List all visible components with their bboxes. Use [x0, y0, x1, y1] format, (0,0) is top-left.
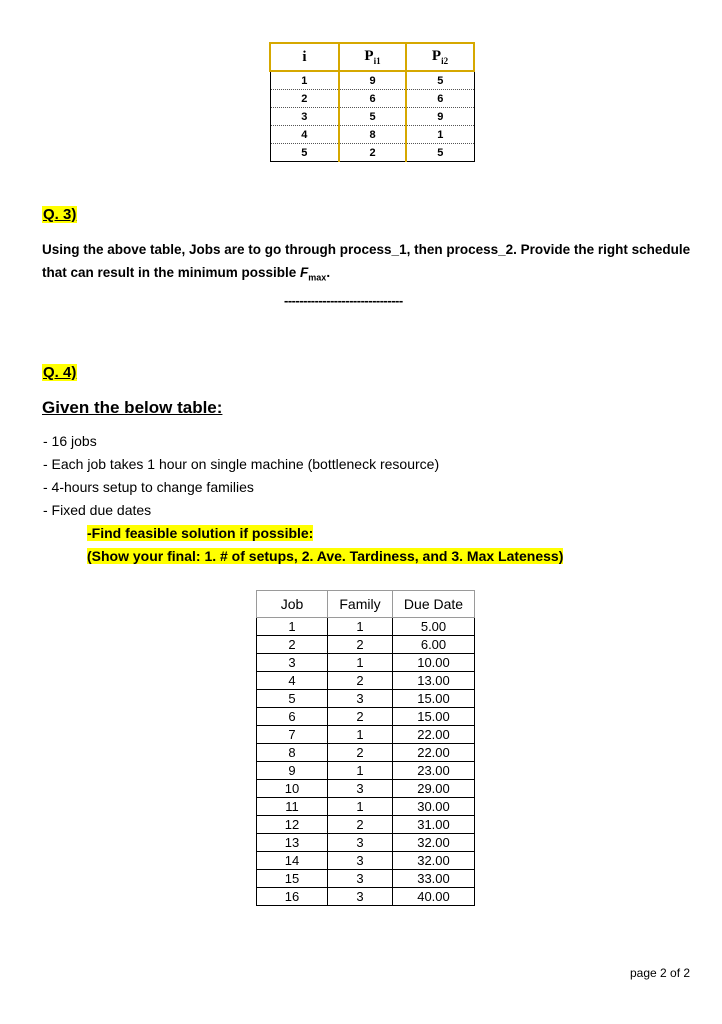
table-row — [257, 708, 475, 726]
cell-family: 2 — [328, 636, 393, 654]
table-row — [257, 654, 475, 672]
page-number: page 2 of 2 — [630, 966, 691, 980]
separator-line: ------------------------------- — [284, 293, 403, 308]
cell-due-date: 40.00 — [393, 888, 475, 906]
cell-due-date: 29.00 — [393, 780, 475, 798]
table-row — [257, 870, 475, 888]
cell-family: 2 — [328, 708, 393, 726]
header-family: Family — [328, 591, 393, 618]
processing-table-header-row — [270, 43, 474, 71]
cell-due-date: 32.00 — [393, 852, 475, 870]
cell-family: 3 — [328, 870, 393, 888]
cell-p-i2: 6 — [406, 90, 474, 108]
q4-bullet-list — [43, 430, 439, 522]
cell-family: 1 — [328, 654, 393, 672]
table-row — [270, 71, 474, 90]
cell-family: 1 — [328, 762, 393, 780]
cell-due-date: 22.00 — [393, 726, 475, 744]
q3-question-text — [42, 238, 702, 290]
table-row — [257, 852, 475, 870]
jobs-table-header-row — [257, 591, 475, 618]
cell-p-i2: 1 — [406, 126, 474, 144]
cell-family: 3 — [328, 888, 393, 906]
cell-due-date: 5.00 — [393, 618, 475, 636]
cell-job: 6 — [257, 708, 328, 726]
cell-i: 2 — [270, 90, 339, 108]
list-item: - 4-hours setup to change families — [43, 479, 254, 495]
cell-job: 5 — [257, 690, 328, 708]
cell-job: 12 — [257, 816, 328, 834]
header-p-i2: $P_{i2}$ — [406, 43, 474, 71]
q3-text-before: Using the above table, Jobs are to go through process_1, then process_2. Provide the right schedule that can result in the minimum possible — [42, 242, 691, 280]
q3-text-after: . — [326, 265, 331, 280]
jobs-table-body — [257, 618, 475, 906]
table-row — [257, 834, 475, 852]
cell-p-i1: 8 — [339, 126, 406, 144]
cell-job: 14 — [257, 852, 328, 870]
cell-family: 2 — [328, 744, 393, 762]
cell-due-date: 32.00 — [393, 834, 475, 852]
cell-family: 3 — [328, 690, 393, 708]
cell-due-date: 6.00 — [393, 636, 475, 654]
q4-heading-container — [42, 364, 77, 382]
cell-job: 11 — [257, 798, 328, 816]
cell-i: 4 — [270, 126, 339, 144]
table-row — [257, 636, 475, 654]
cell-due-date: 15.00 — [393, 708, 475, 726]
cell-job: 13 — [257, 834, 328, 852]
cell-job: 3 — [257, 654, 328, 672]
cell-family: 2 — [328, 672, 393, 690]
header-p-i1: $P_{i1}$ — [339, 43, 406, 71]
cell-i: 1 — [270, 71, 339, 90]
cell-family: 3 — [328, 780, 393, 798]
cell-due-date: 30.00 — [393, 798, 475, 816]
table-row — [270, 144, 474, 162]
cell-family: 3 — [328, 834, 393, 852]
q3-f-symbol: F — [300, 265, 309, 280]
cell-p-i1: 9 — [339, 71, 406, 90]
cell-family: 1 — [328, 798, 393, 816]
table-row — [270, 90, 474, 108]
q4-heading: Q. 4) — [43, 364, 77, 381]
table-row — [257, 726, 475, 744]
q3-heading-container — [42, 206, 77, 224]
cell-p-i1: 5 — [339, 108, 406, 126]
table-row — [257, 816, 475, 834]
q4-instruction-line: -Find feasible solution if possible: — [87, 525, 314, 541]
cell-due-date: 13.00 — [393, 672, 475, 690]
cell-due-date: 15.00 — [393, 690, 475, 708]
cell-family: 2 — [328, 816, 393, 834]
table-row — [270, 126, 474, 144]
table-row — [257, 798, 475, 816]
cell-due-date: 33.00 — [393, 870, 475, 888]
table-row — [257, 888, 475, 906]
cell-i: 5 — [270, 144, 339, 162]
table-row — [257, 762, 475, 780]
cell-job: 8 — [257, 744, 328, 762]
jobs-table — [256, 590, 475, 906]
cell-due-date: 23.00 — [393, 762, 475, 780]
table-row — [270, 108, 474, 126]
cell-job: 2 — [257, 636, 328, 654]
list-item: - Fixed due dates — [43, 502, 152, 518]
cell-p-i2: 5 — [406, 144, 474, 162]
q4-subheading: Given the below table: — [42, 398, 223, 417]
cell-job: 16 — [257, 888, 328, 906]
q3-f-sub: max — [308, 272, 327, 283]
cell-job: 15 — [257, 870, 328, 888]
processing-time-table — [269, 42, 475, 162]
cell-job: 7 — [257, 726, 328, 744]
cell-job: 4 — [257, 672, 328, 690]
header-job: Job — [257, 591, 328, 618]
cell-p-i2: 9 — [406, 108, 474, 126]
cell-i: 3 — [270, 108, 339, 126]
list-item: - Each job takes 1 hour on single machine (bottleneck resource) — [43, 456, 440, 472]
q4-instructions — [87, 522, 563, 568]
cell-family: 3 — [328, 852, 393, 870]
cell-family: 1 — [328, 618, 393, 636]
table-row — [257, 618, 475, 636]
q3-heading: Q. 3) — [43, 206, 77, 223]
q4-instruction-line: (Show your final: 1. # of setups, 2. Ave. Tardiness, and 3. Max Lateness) — [87, 548, 564, 564]
table-row — [257, 672, 475, 690]
cell-family: 1 — [328, 726, 393, 744]
cell-p-i1: 2 — [339, 144, 406, 162]
cell-due-date: 31.00 — [393, 816, 475, 834]
cell-job: 9 — [257, 762, 328, 780]
cell-p-i2: 5 — [406, 71, 474, 90]
table-row — [257, 744, 475, 762]
cell-due-date: 22.00 — [393, 744, 475, 762]
cell-due-date: 10.00 — [393, 654, 475, 672]
cell-job: 1 — [257, 618, 328, 636]
cell-job: 10 — [257, 780, 328, 798]
list-item: - 16 jobs — [43, 433, 97, 449]
table-row — [257, 690, 475, 708]
header-i: i — [270, 43, 339, 71]
table-row — [257, 780, 475, 798]
header-due-date: Due Date — [393, 591, 475, 618]
cell-p-i1: 6 — [339, 90, 406, 108]
